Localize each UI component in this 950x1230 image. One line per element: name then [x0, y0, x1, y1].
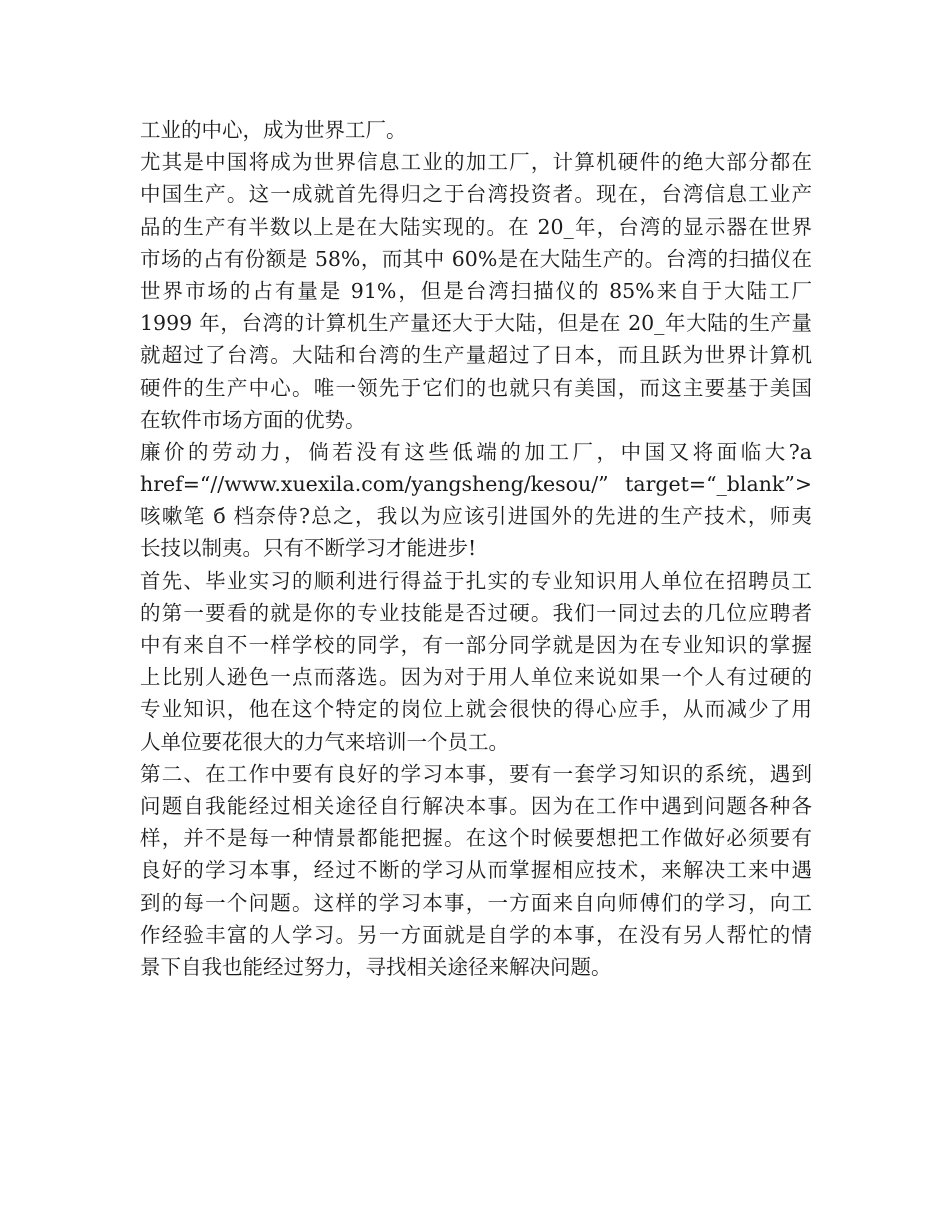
- text-line: 就超过了台湾。大陆和台湾的生产量超过了日本，而且跃为世界计算机: [140, 343, 812, 368]
- text-line: 1999 年，台湾的计算机生产量还大于大陆，但是在 20_年大陆的生产量: [140, 311, 812, 336]
- text-line: 中有来自不一样学校的同学，有一部分同学就是因为在专业知识的掌握: [140, 633, 812, 657]
- text-line: 硬件的生产中心。唯一领先于它们的也就只有美国，而这主要基于美国: [140, 375, 812, 400]
- text-line: 品的生产有半数以上是在大陆实现的。在 20_年，台湾的显示器在世界: [140, 214, 812, 239]
- text-line: 作经验丰富的人学习。另一方面就是自学的本事，在没有另人帮忙的情: [140, 922, 812, 947]
- text-line: 市场的占有份额是 58%，而其中 60%是在大陆生产的。台湾的扫描仪在: [140, 246, 812, 271]
- text-line: 样，并不是每一种情景都能把握。在这个时候要想把工作做好必须要有: [140, 826, 812, 851]
- text-line: 人单位要花很大的力气来培训一个员工。: [140, 729, 509, 754]
- text-line: 到的每一个问题。这样的学习本事，一方面来自向师傅们的学习，向工: [140, 890, 812, 915]
- text-line: 问题自我能经过相关途径自行解决本事。因为在工作中遇到问题各种各: [140, 793, 812, 818]
- text-line: 咳嗽笔 б 档奈侍?总之，我以为应该引进国外的先进的生产技术，师夷: [140, 504, 812, 529]
- text-line: 首先、毕业实习的顺利进行得益于扎实的专业知识用人单位在招聘员工: [140, 568, 812, 593]
- text-line: 第二、在工作中要有良好的学习本事，要有一套学习知识的系统，遇到: [140, 761, 812, 786]
- text-line: 工业的中心，成为世界工厂。: [140, 118, 407, 142]
- text-line: 在软件市场方面的优势。: [140, 407, 366, 432]
- text-line: 良好的学习本事，经过不断的学习从而掌握相应技术，来解决工来中遇: [140, 858, 812, 883]
- text-line: 中国生产。这一成就首先得归之于台湾投资者。现在，台湾信息工业产: [140, 182, 812, 207]
- text-line: 长技以制夷。只有不断学习才能进步!: [140, 536, 477, 561]
- text-line: 景下自我也能经过努力，寻找相关途径来解决问题。: [140, 954, 612, 979]
- text-line: href=“//www.xuexila.com/yangsheng/kesou/” target=“_blank”>: [140, 472, 812, 497]
- document-body: [140, 114, 812, 983]
- text-line: 上比别人逊色一点而落选。因为对于用人单位来说如果一个人有过硬的: [140, 665, 812, 690]
- text-line: 世界市场的占有量是 91%，但是台湾扫描仪的 85%来自于大陆工厂: [140, 278, 812, 303]
- text-line: 廉价的劳动力，倘若没有这些低端的加工厂，中国又将面临大?a: [140, 439, 812, 464]
- text-line: 的第一要看的就是你的专业技能是否过硬。我们一同过去的几位应聘者: [140, 600, 812, 625]
- text-line: 专业知识，他在这个特定的岗位上就会很快的得心应手，从而减少了用: [140, 697, 812, 722]
- text-line: 尤其是中国将成为世界信息工业的加工厂，计算机硬件的绝大部分都在: [140, 150, 812, 175]
